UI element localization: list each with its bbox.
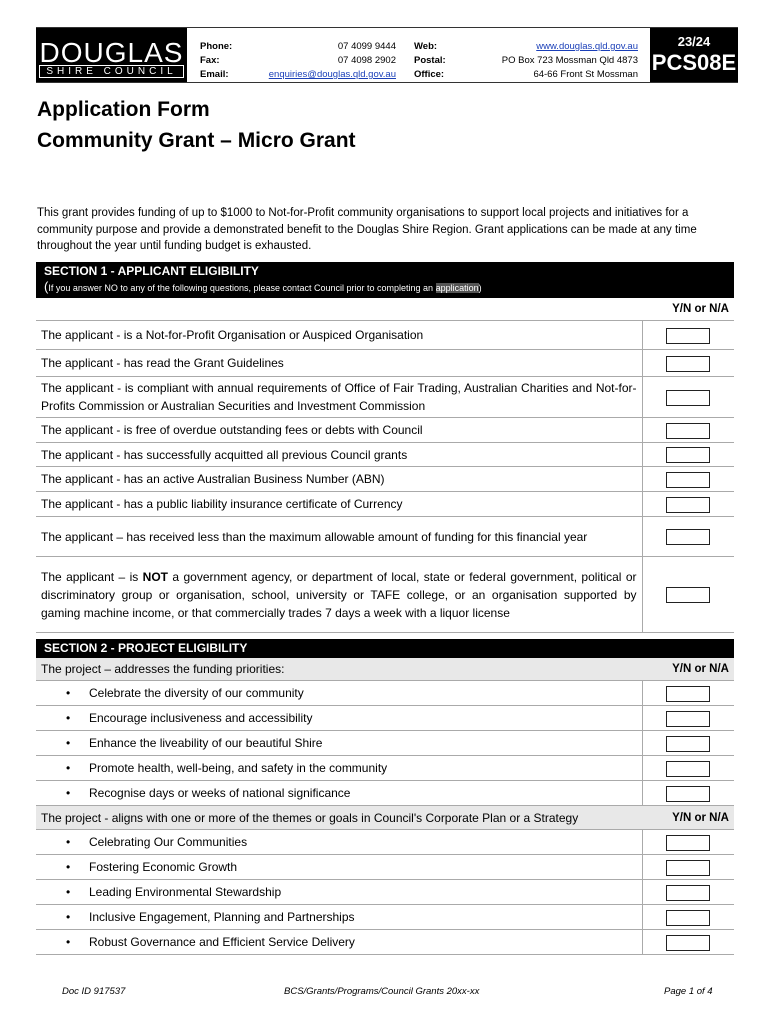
contact-values-left (246, 40, 396, 82)
question-3: The applicant - is compliant with annual requirements of Office of Fair Trading, Australian Charities and Not-for-Profits Commission or Australian Securities and Investment Commission (36, 377, 642, 418)
question-8: The applicant – has received less than the maximum allowable amount of funding for this financial year (36, 517, 642, 557)
answer-box-q7[interactable] (666, 497, 710, 513)
question-9: The applicant – is NOT a government agency, or department of local, state or federal government, political or discriminatory group or organisation, school, university or TAFE college, or an organisation supported by gaming machine income, or that commercially trades 7 days a week with a liquor license (36, 557, 642, 633)
table-row (36, 467, 734, 492)
web-link[interactable]: www.douglas.qld.gov.au (536, 41, 638, 52)
priority-4: Promote health, well-being, and safety in the community (89, 761, 388, 775)
priorities-heading: The project – addresses the funding priorities: (36, 658, 642, 681)
themes-heading: The project - aligns with one or more of the themes or goals in Council's Corporate Plan or a Strategy (36, 806, 642, 830)
answer-box-t2[interactable] (666, 860, 710, 876)
priority-2: Encourage inclusiveness and accessibility (89, 711, 313, 725)
council-logo (36, 28, 187, 82)
yn-header-3: Y/N or N/A (642, 806, 734, 830)
page-header (36, 27, 738, 83)
list-item: • Inclusive Engagement, Planning and Partnerships (36, 905, 734, 930)
list-item: • Celebrating Our Communities (36, 830, 734, 855)
table-row (36, 350, 734, 377)
answer-box-q2[interactable] (666, 356, 710, 372)
title-line-1: Application Form (37, 98, 210, 121)
page-title (37, 94, 356, 156)
form-year: 23/24 (677, 34, 711, 49)
table-row (36, 443, 734, 467)
question-4: The applicant - is free of overdue outstanding fees or debts with Council (36, 418, 642, 443)
section-1-table (36, 262, 734, 633)
contact-labels-right (414, 40, 446, 82)
question-2: The applicant - has read the Grant Guidelines (36, 350, 642, 377)
answer-box-p5[interactable] (666, 786, 710, 802)
section-1-title: SECTION 1 - APPLICANT ELIGIBILITY (44, 264, 259, 278)
theme-4: Inclusive Engagement, Planning and Partnerships (89, 910, 355, 924)
table-row (36, 418, 734, 443)
answer-box-p1[interactable] (666, 686, 710, 702)
question-5: The applicant - has successfully acquitted all previous Council grants (36, 443, 642, 467)
list-item: • Celebrate the diversity of our community (36, 681, 734, 706)
table-row (36, 492, 734, 517)
logo-main-text: DOUGLAS (39, 37, 184, 68)
fax-value: 07 4098 2902 (337, 55, 396, 66)
list-item: • Promote health, well-being, and safety in the community (36, 756, 734, 781)
section-2-table (36, 639, 734, 955)
answer-box-q5[interactable] (666, 447, 710, 463)
phone-value: 07 4099 9444 (337, 41, 396, 52)
section-2-header (36, 639, 734, 658)
contact-labels-left (200, 40, 232, 82)
contact-values-right (466, 40, 638, 82)
footer-path: BCS/Grants/Programs/Council Grants 20xx-xx (284, 986, 480, 997)
office-value: 64-66 Front St Mossman (533, 69, 638, 80)
list-item: • Encourage inclusiveness and accessibility (36, 706, 734, 731)
list-item: • Enhance the liveability of our beautiful Shire (36, 731, 734, 756)
fax-label: Fax: (200, 55, 220, 66)
priority-3: Enhance the liveability of our beautiful Shire (89, 736, 323, 750)
section-1-header (36, 262, 734, 298)
answer-box-t4[interactable] (666, 910, 710, 926)
answer-box-q3[interactable] (666, 390, 710, 406)
yn-header-row (36, 298, 734, 321)
footer-page-number: Page 1 of 4 (664, 986, 713, 997)
title-line-2: Community Grant – Micro Grant (37, 129, 356, 152)
intro-paragraph: This grant provides funding of up to $1000 to Not-for-Profit community organisations to support local projects and initiatives for a community purpose and provide a demonstrated benefit to the Douglas Shire Region. Grant applications can be made at any time throughout the year until funding budget is exhausted. (37, 207, 697, 252)
form-code-box (650, 28, 738, 82)
theme-3: Leading Environmental Stewardship (89, 885, 282, 899)
table-row (36, 321, 734, 350)
list-item: • Fostering Economic Growth (36, 855, 734, 880)
answer-box-t5[interactable] (666, 935, 710, 951)
section-2-title: SECTION 2 - PROJECT ELIGIBILITY (44, 641, 248, 655)
table-row (36, 557, 734, 633)
list-item: • Leading Environmental Stewardship (36, 880, 734, 905)
answer-box-q9[interactable] (666, 587, 710, 603)
question-6: The applicant - has an active Australian Business Number (ABN) (36, 467, 642, 492)
priority-1: Celebrate the diversity of our community (89, 686, 304, 700)
yn-header-2: Y/N or N/A (642, 658, 734, 681)
form-code: PCS08E (651, 50, 737, 75)
web-label: Web: (414, 41, 438, 52)
postal-label: Postal: (414, 55, 446, 66)
table-row (36, 517, 734, 557)
answer-box-p2[interactable] (666, 711, 710, 727)
answer-box-q6[interactable] (666, 472, 710, 488)
list-item: • Recognise days or weeks of national significance (36, 781, 734, 806)
logo-sub-text: SHIRE COUNCIL (39, 65, 184, 78)
answer-box-p4[interactable] (666, 761, 710, 777)
section-1-subtitle: (If you answer NO to any of the following questions, please contact Council prior to completing an application) (44, 279, 482, 294)
question-7: The applicant - has a public liability insurance certificate of Currency (36, 492, 642, 517)
answer-box-q4[interactable] (666, 423, 710, 439)
email-link[interactable]: enquiries@douglas.qld.gov.au (268, 69, 396, 80)
theme-5: Robust Governance and Efficient Service Delivery (89, 935, 355, 949)
theme-2: Fostering Economic Growth (89, 860, 238, 874)
priority-5: Recognise days or weeks of national significance (89, 786, 351, 800)
list-item: • Robust Governance and Efficient Service Delivery (36, 930, 734, 955)
office-label: Office: (414, 69, 445, 80)
priorities-subheader (36, 658, 734, 681)
answer-box-t3[interactable] (666, 885, 710, 901)
themes-subheader (36, 806, 734, 830)
answer-box-q1[interactable] (666, 328, 710, 344)
answer-box-q8[interactable] (666, 529, 710, 545)
yn-header: Y/N or N/A (642, 298, 734, 321)
answer-box-p3[interactable] (666, 736, 710, 752)
postal-value: PO Box 723 Mossman Qld 4873 (501, 55, 638, 66)
theme-1: Celebrating Our Communities (89, 835, 248, 849)
email-label: Email: (200, 69, 229, 80)
question-1: The applicant - is a Not-for-Profit Organisation or Auspiced Organisation (36, 321, 642, 350)
answer-box-t1[interactable] (666, 835, 710, 851)
phone-label: Phone: (200, 41, 233, 52)
table-row (36, 377, 734, 418)
footer-doc-id: Doc ID 917537 (62, 986, 126, 997)
